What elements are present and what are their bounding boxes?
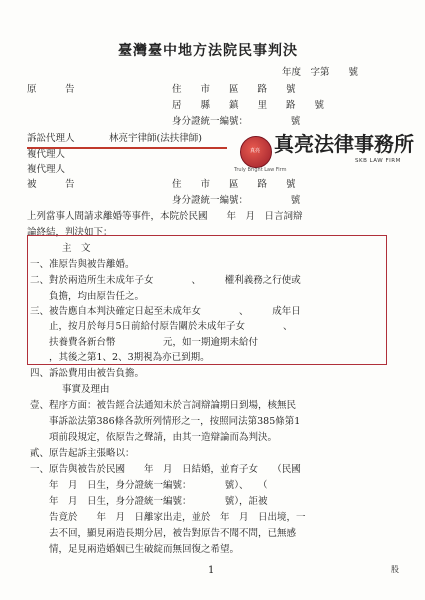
verdict-item-2a: 二、對於兩造所生未成年子女 、 權利義務之行使或 <box>30 275 301 286</box>
division-mark: 股 <box>391 565 399 574</box>
intro-line-1: 上列當事人間請求離婚等事件，本院於民國 年 月 日言詞辯 <box>27 211 303 222</box>
facts-p1b: 事訴訟法第386條各款所列情形之一，按照同法第385條第1 <box>30 416 301 427</box>
verdict-item-3b: 止，按月於每月5日前給付原告關於未成年子女 、 <box>30 321 293 332</box>
facts-p3d: 告竟於 年 月 日離家出走，並於 年 月 日出境，一 <box>30 512 306 523</box>
facts-p3f: 情，足見兩造婚姻已生破綻而無回復之希望。 <box>30 544 240 555</box>
verdict-item-3d: ，其後之第1、2、3期視為亦已到期。 <box>30 352 210 363</box>
defendant-id: 身分證統一編號： 號 <box>172 195 301 206</box>
seal-text: 真亮 <box>250 148 261 154</box>
verdict-item-4: 四、訴訟費用由被告負擔。 <box>30 368 145 379</box>
intro-line-2: 論終結，判決如下： <box>27 227 113 238</box>
facts-heading: 事實及理由 <box>62 384 110 395</box>
facts-p2: 貳、原告起訴主張略以： <box>30 448 135 459</box>
facts-p1a: 壹、程序方面：被告經合法通知未於言詞辯論期日到場，核無民 <box>30 400 297 411</box>
facts-p1c: 項前段規定，依原告之聲請，由其一造辯論而為判決。 <box>30 432 278 443</box>
plaintiff-id: 身分證統一編號： 號 <box>172 116 301 127</box>
defendant-label: 被 告 <box>27 179 75 190</box>
page-number: 1 <box>208 565 215 576</box>
facts-p3a: 一、原告與被告於民國 年 月 日結婚，並育子女 （民國 <box>30 464 301 475</box>
facts-p3e: 去不回，顯見兩造長期分居，被告對原告不聞不問，已無感 <box>30 528 297 539</box>
plaintiff-label: 原 告 <box>27 84 75 95</box>
sub-attorney-label-1: 複代理人 <box>27 149 66 160</box>
law-firm-subtitle: Truly Bright Law Firm <box>234 167 287 173</box>
verdict-item-3a: 三、被告應自本判決確定日起至未成年女 、 成年日 <box>30 306 301 317</box>
verdict-heading: 主 文 <box>62 243 91 254</box>
plaintiff-address-1: 住 市 區 路 號 <box>172 84 296 95</box>
law-firm-seal-icon <box>240 136 272 168</box>
attorney-label: 訴訟代理人 <box>27 133 75 144</box>
document-title: 臺灣臺中地方法院民事判決 <box>118 43 298 59</box>
sub-attorney-label-2: 複代理人 <box>27 164 66 175</box>
case-number: 年度 字第 號 <box>282 67 359 78</box>
plaintiff-address-2: 居 縣 鎮 里 路 號 <box>172 100 325 111</box>
law-firm-english-name: SKB LAW FIRM <box>355 158 401 164</box>
facts-p3b: 年 月 日生，身分證統一編號： 號）、 （ <box>30 480 268 491</box>
facts-p3c: 年 月 日生，身分證統一編號： 號），詎被 <box>30 496 268 507</box>
defendant-address: 住 市 區 路 號 <box>172 179 296 190</box>
verdict-item-3c: 扶養費各新台幣 元，如一期逾期未給付 <box>30 337 259 348</box>
attorney-name: 林亮宇律師(法扶律師) <box>109 133 202 144</box>
verdict-item-2b: 負擔，均由原告任之。 <box>30 291 145 302</box>
verdict-item-1: 一、准原告與被告離婚。 <box>30 259 135 270</box>
law-firm-name: 真亮法律事務所 <box>274 132 414 156</box>
